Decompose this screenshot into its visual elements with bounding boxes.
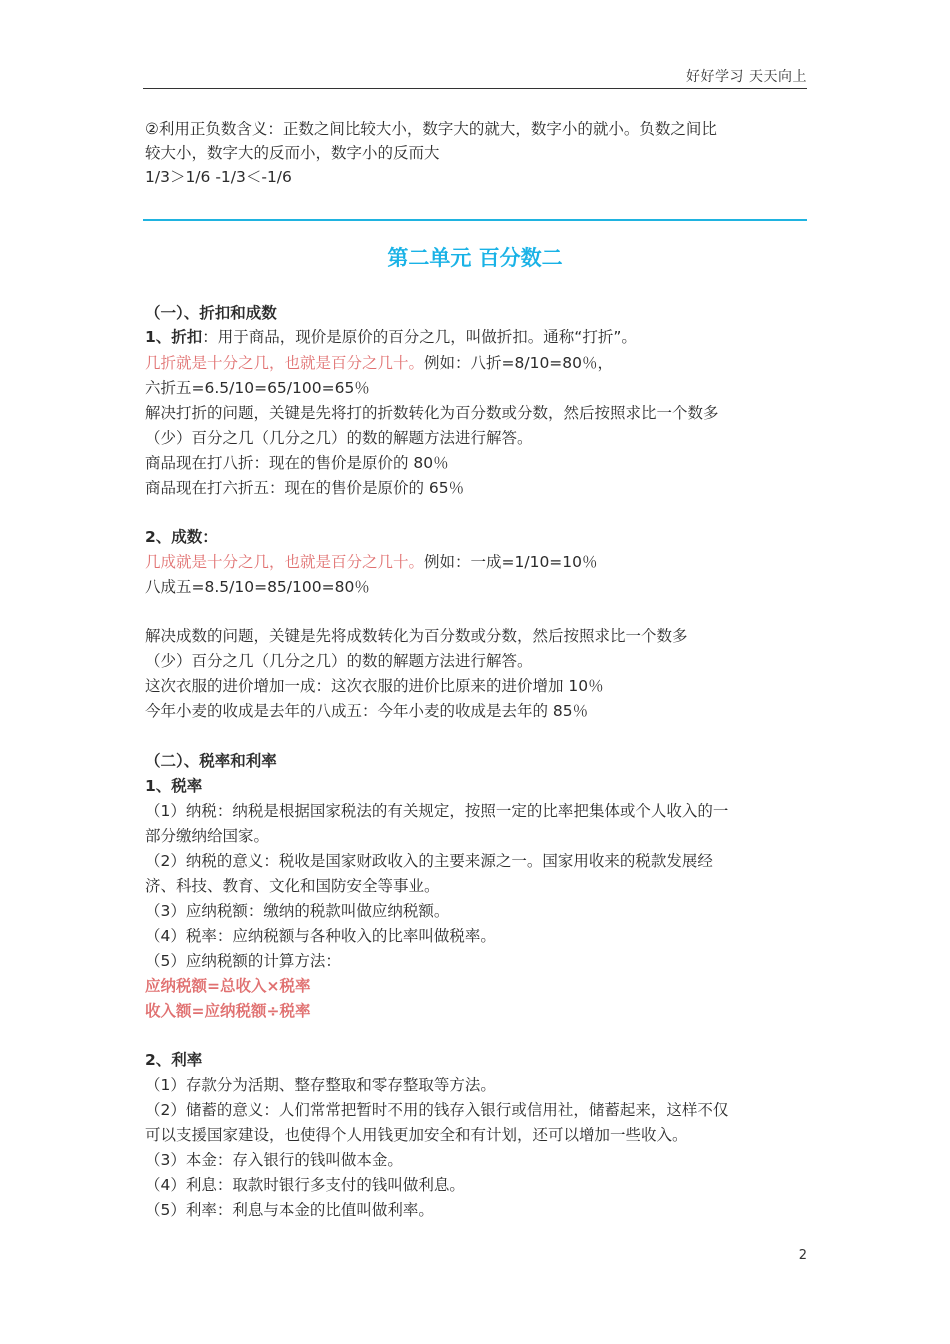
- interest-p5: （5）利率：利息与本金的比值叫做利率。: [145, 1201, 434, 1219]
- discount-highlight-line: [145, 352, 613, 374]
- chengshu-example-item-1: 这次衣服的进价增加一成：这次衣服的进价比原来的进价增加 10％: [145, 677, 604, 695]
- interest-p3: （3）本金：存入银行的钱叫做本金。: [145, 1151, 403, 1169]
- tax-p1-line-2: 部分缴纳给国家。: [145, 827, 270, 845]
- tax-label: 1、税率: [145, 777, 203, 795]
- tax-formula-1: 应纳税额=总收入×税率: [145, 977, 311, 995]
- interest-p2-line-2: 可以支援国家建设，也使得个人用钱更加安全和有计划，还可以增加一些收入。: [145, 1126, 688, 1144]
- discount-highlight: 几折就是十分之几，也就是百分之几十。: [145, 354, 425, 372]
- interest-label: 2、利率: [145, 1051, 203, 1069]
- tax-p4: （4）税率：应纳税额与各种收入的比率叫做税率。: [145, 927, 496, 945]
- section1-heading: （一）、折扣和成数: [145, 304, 277, 322]
- discount-definition: [145, 326, 637, 348]
- page-number: 2: [798, 1248, 807, 1263]
- tax-formula-2: 收入额=应纳税额÷税率: [145, 1002, 311, 1020]
- chengshu-method-1: 解决成数的问题，关键是先将成数转化为百分数或分数，然后按照求比一个数多: [145, 627, 688, 645]
- discount-example: 例如：八折=8/10=80％，: [424, 354, 614, 372]
- discount-method-2: （少）百分之几（几分之几）的数的解题方法进行解答。: [145, 429, 533, 447]
- section-divider: [143, 219, 807, 221]
- chengshu-example-item-2: 今年小麦的收成是去年的八成五：今年小麦的收成是去年的 85％: [145, 702, 589, 720]
- chengshu-example: 例如：一成=1/10=10％: [424, 553, 598, 571]
- interest-p1: （1）存款分为活期、整存整取和零存整取等方法。: [145, 1076, 496, 1094]
- discount-example-item-2: 商品现在打六折五：现在的售价是原价的 65％: [145, 479, 465, 497]
- unit-title: 第二单元 百分数二: [387, 246, 563, 270]
- intro-line-1: ②利用正负数含义：正数之间比较大小，数字大的就大，数字小的就小。负数之间比: [145, 120, 717, 138]
- discount-def-text: ：用于商品，现价是原价的百分之几，叫做折扣。通称“打折”。: [202, 328, 637, 346]
- tax-p2-line-2: 济、科技、教育、文化和国防安全等事业。: [145, 877, 440, 895]
- tax-p1-line-1: （1）纳税：纳税是根据国家税法的有关规定，按照一定的比率把集体或个人收入的一: [145, 802, 729, 820]
- discount-example-item-1: 商品现在打八折：现在的售价是原价的 80％: [145, 454, 449, 472]
- intro-line-3: 1/3＞1/6 -1/3＜-1/6: [145, 168, 292, 186]
- tax-p2-line-1: （2）纳税的意义：税收是国家财政收入的主要来源之一。国家用收来的税款发展经: [145, 852, 713, 870]
- header-rule: [143, 88, 807, 89]
- tax-p5: （5）应纳税额的计算方法：: [145, 952, 341, 970]
- discount-example-2: 六折五=6.5/10=65/100=65％: [145, 379, 370, 397]
- discount-label: 1、折扣: [145, 328, 203, 346]
- intro-line-2: 较大小，数字大的反而小，数字小的反而大: [145, 144, 440, 162]
- chengshu-highlight: 几成就是十分之几，也就是百分之几十。: [145, 553, 425, 571]
- section2-heading: （二）、税率和利率: [145, 752, 277, 770]
- page-header-text: 好好学习 天天向上: [686, 69, 807, 85]
- interest-p4: （4）利息：取款时银行多支付的钱叫做利息。: [145, 1176, 465, 1194]
- chengshu-example-2: 八成五=8.5/10=85/100=80％: [145, 578, 370, 596]
- chengshu-label: 2、成数：: [145, 528, 218, 546]
- chengshu-highlight-line: [145, 551, 598, 573]
- discount-method-1: 解决打折的问题，关键是先将打的折数转化为百分数或分数，然后按照求比一个数多: [145, 404, 719, 422]
- tax-p3: （3）应纳税额：缴纳的税款叫做应纳税额。: [145, 902, 450, 920]
- chengshu-method-2: （少）百分之几（几分之几）的数的解题方法进行解答。: [145, 652, 533, 670]
- interest-p2-line-1: （2）储蓄的意义：人们常常把暂时不用的钱存入银行或信用社，储蓄起来，这样不仅: [145, 1101, 729, 1119]
